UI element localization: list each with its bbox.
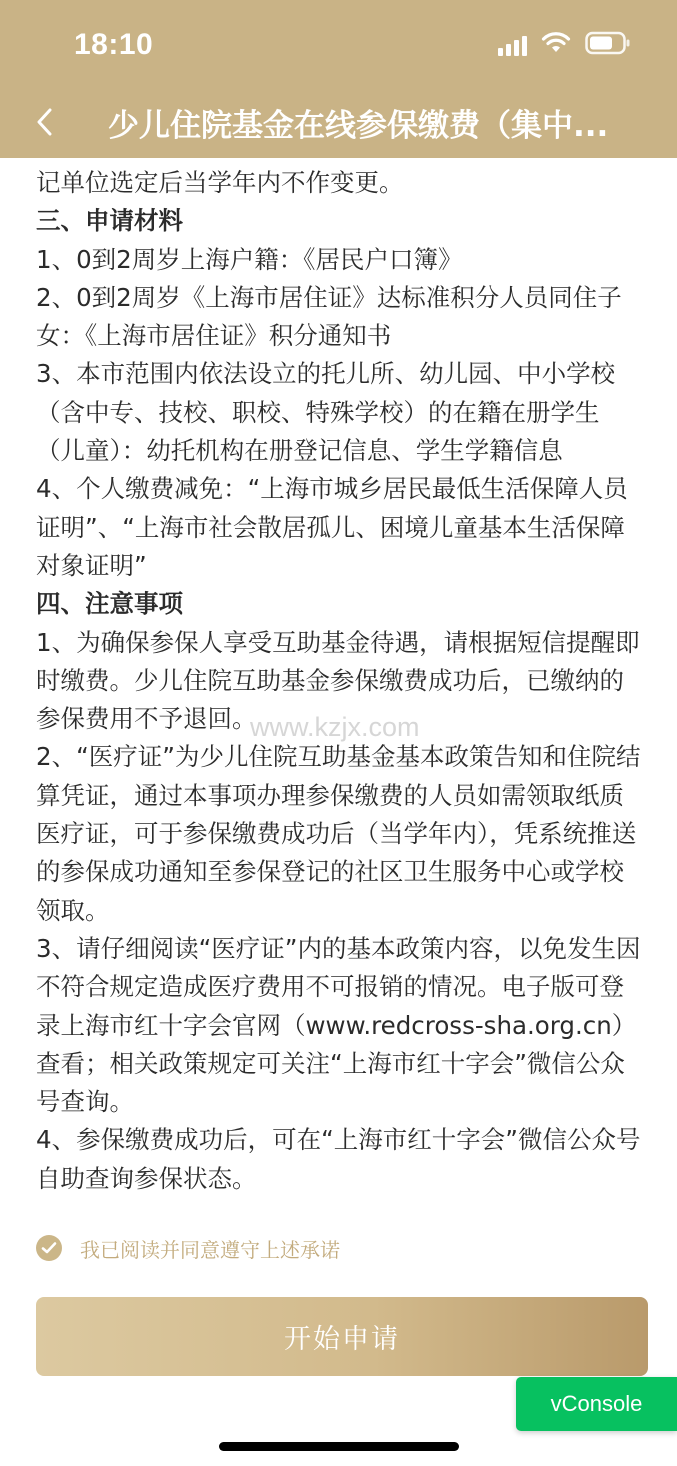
content-line: 1、为确保参保人享受互助基金待遇，请根据短信提醒即时缴费。少儿住院互助基金参保缴费成功后，已缴纳的参保费用不予退回。: [36, 627, 640, 734]
status-time: 18:10: [74, 28, 154, 61]
content-line: 2、“医疗证”为少儿住院互助基金基本政策告知和住院结算凭证，通过本事项办理参保缴费的人员如需领取纸质医疗证，可于参保缴费成功后（当学年内），凭系统推送的参保成功通知至参保登记的社区卫生服务中心或学校领取。: [36, 742, 641, 925]
section-heading-materials: 三、申请材料: [36, 206, 183, 236]
vconsole-button[interactable]: vConsole: [516, 1377, 677, 1431]
watermark: www.kzjx.com: [250, 712, 420, 742]
agreement-row[interactable]: [36, 1232, 340, 1264]
wifi-icon: [541, 32, 571, 58]
status-icons: [498, 32, 631, 58]
content-line: 4、参保缴费成功后，可在“上海市红十字会”微信公众号自助查询参保状态。: [36, 1125, 641, 1193]
content-line: 记单位选定后当学年内不作变更。: [36, 168, 404, 197]
signal-icon: [498, 34, 527, 56]
checkbox-checked-icon[interactable]: [36, 1235, 62, 1261]
section-heading-notes: 四、注意事项: [36, 589, 183, 619]
app-header: [0, 0, 677, 158]
content-line: 4、个人缴费减免：“上海市城乡居民最低生活保障人员证明”、“上海市社会散居孤儿、困境儿童基本生活保障对象证明”: [36, 474, 628, 580]
content-line: 1、0到2周岁上海户籍：《居民户口簿》: [36, 244, 463, 274]
battery-icon: [585, 31, 631, 59]
nav-bar: [0, 88, 677, 158]
agreement-label: 我已阅读并同意遵守上述承诺: [80, 1237, 340, 1262]
content-line: 3、请仔细阅读“医疗证”内的基本政策内容，以免发生因不符合规定造成医疗费用不可报销的情况。电子版可登录上海市红十字会官网（www.redcross-sha.org.cn）查看；相关政策规定可关注“上海市红十字会”微信公众号查询。: [36, 933, 641, 1117]
status-bar: [0, 0, 677, 88]
back-button[interactable]: [24, 102, 64, 142]
home-indicator: [219, 1442, 459, 1451]
notice-content: [36, 164, 648, 1198]
start-apply-button[interactable]: 开始申请: [36, 1297, 648, 1376]
content-line: 3、本市范围内依法设立的托儿所、幼儿园、中小学校（含中专、技校、职校、特殊学校）的在籍在册学生（儿童）：幼托机构在册登记信息、学生学籍信息: [36, 359, 616, 466]
content-line: 2、0到2周岁《上海市居住证》达标准积分人员同住子女：《上海市居住证》积分通知书: [36, 282, 622, 351]
page-title: 少儿住院基金在线参保缴费（集中...: [108, 108, 609, 144]
chevron-left-icon: [35, 107, 53, 137]
